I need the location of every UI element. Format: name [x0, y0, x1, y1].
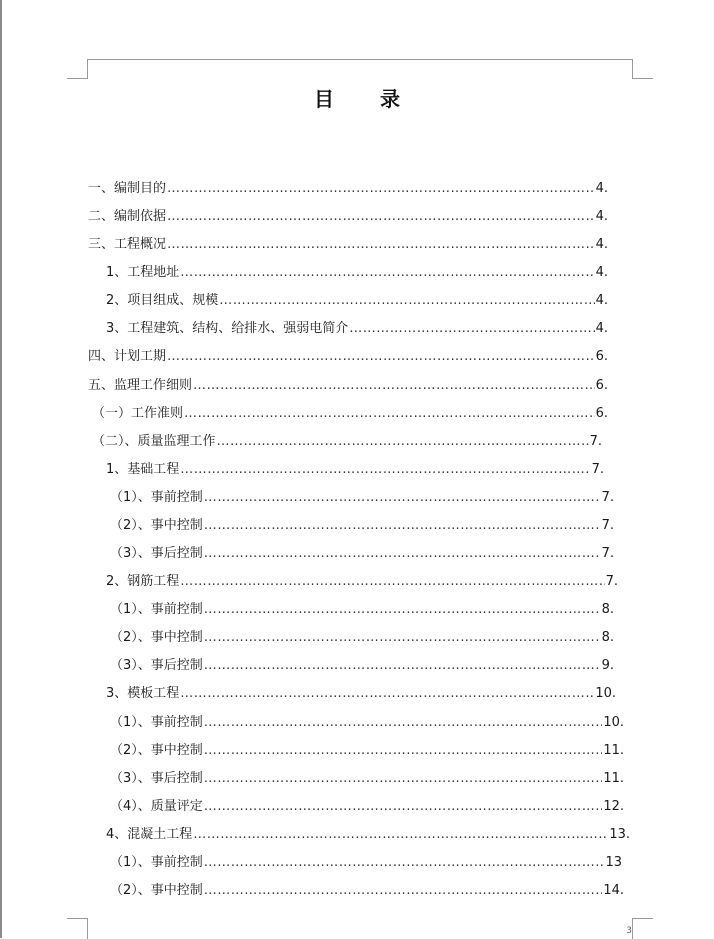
toc-entry[interactable] [110, 514, 614, 534]
toc-entry-page: 13. [609, 826, 630, 842]
toc-dot-leader [204, 518, 601, 533]
toc-entry[interactable] [110, 851, 622, 871]
toc-entry-page: 4. [595, 237, 608, 253]
toc-entry-page: 6. [595, 349, 608, 365]
toc-entry-label: 四、计划工期 [88, 349, 167, 365]
toc-entry[interactable] [110, 795, 624, 815]
toc-entry[interactable] [106, 682, 616, 702]
toc-dot-leader [204, 602, 601, 617]
toc-entry-label: （1）、事前控制 [110, 602, 203, 618]
toc-entry-label: 3、模板工程 [106, 686, 180, 702]
toc-entry-label: （2）、事中控制 [110, 517, 203, 533]
toc-entry-page: 8. [601, 630, 614, 646]
toc-entry-page: 6. [595, 377, 608, 393]
toc-dot-leader [167, 349, 595, 364]
toc-entry-page: 7. [601, 489, 614, 505]
toc-entry-label: （4）、质量评定 [110, 798, 203, 814]
toc-dot-leader [204, 883, 603, 898]
toc-dot-leader [180, 462, 590, 477]
toc-dot-leader [180, 574, 604, 589]
toc-entry[interactable] [88, 177, 608, 197]
toc-entry-label: 2、项目组成、规模 [106, 293, 219, 309]
toc-entry-page: 4. [595, 265, 608, 281]
toc-entry-page: 10. [595, 686, 616, 702]
toc-entry[interactable] [106, 289, 608, 309]
toc-dot-leader [204, 490, 601, 505]
toc-entry-label: 1、基础工程 [106, 461, 180, 477]
toc-entry-page: 7. [601, 546, 614, 562]
page-title [0, 83, 714, 112]
toc-entry-label: （1）、事前控制 [110, 714, 203, 730]
toc-entry-label: （3）、事后控制 [110, 658, 203, 674]
toc-entry[interactable] [106, 823, 630, 843]
toc-dot-leader [184, 406, 595, 421]
toc-dot-leader [349, 321, 594, 336]
toc-entry[interactable] [92, 402, 608, 422]
title-char-2: 录 [380, 87, 400, 111]
toc-entry[interactable] [110, 711, 624, 731]
toc-dot-leader [204, 743, 603, 758]
toc-entry[interactable] [110, 654, 614, 674]
toc-entry-label: 3、工程建筑、结构、给排水、强弱电简介 [106, 321, 349, 337]
title-char-1: 目 [314, 87, 334, 111]
toc-entry-label: （2）、事中控制 [110, 742, 203, 758]
toc-entry-page: 9. [601, 658, 614, 674]
toc-entry-page: 12. [603, 798, 624, 814]
toc-entry[interactable] [92, 430, 602, 450]
toc-entry-page: 4. [595, 181, 608, 196]
toc-entry[interactable] [88, 345, 608, 365]
corner-page-number: 3 [626, 926, 632, 936]
toc-entry-label: （一）工作准则 [92, 405, 184, 421]
toc-dot-leader [204, 799, 603, 814]
toc-dot-leader [167, 209, 595, 224]
toc-entry-page: 7. [601, 517, 614, 533]
toc-entry-label: （3）、事后控制 [110, 770, 203, 786]
crop-mark-top-left [67, 59, 88, 79]
toc-entry-page: 11. [603, 770, 624, 786]
toc-entry-page: 7. [605, 574, 618, 590]
toc-entry[interactable] [110, 598, 614, 618]
toc-entry-label: （2）、事中控制 [110, 630, 203, 646]
toc-dot-leader [193, 827, 608, 842]
toc-entry-label: 二、编制依据 [88, 209, 167, 225]
toc-dot-leader [204, 771, 603, 786]
toc-entry[interactable] [88, 233, 608, 253]
toc-entry-label: 一、编制目的 [88, 181, 167, 196]
header-margin-line [87, 59, 632, 60]
toc-entry-page: 10. [603, 714, 624, 730]
toc-entry-label: （1）、事前控制 [110, 854, 203, 870]
toc-dot-leader [193, 378, 595, 393]
toc-entry-page: 4. [595, 293, 608, 309]
toc-entry-page: 4. [595, 321, 608, 337]
page-left-edge [0, 0, 2, 938]
toc-dot-leader [219, 293, 594, 308]
toc-entry-page: 6. [595, 405, 608, 421]
toc-dot-leader [204, 658, 601, 673]
toc-dot-leader [167, 181, 595, 196]
toc-entry-page: 13 [605, 854, 622, 870]
toc-dot-leader [204, 630, 601, 645]
toc-dot-leader [217, 434, 589, 449]
toc-entry[interactable] [110, 542, 614, 562]
toc-entry-page: 11. [603, 742, 624, 758]
toc-entry-label: 五、监理工作细则 [88, 377, 193, 393]
toc-entry-label: （2）、事中控制 [110, 883, 203, 898]
toc-dot-leader [180, 265, 594, 280]
toc-entry-page: 14. [603, 883, 624, 898]
toc-entry-label: 1、工程地址 [106, 265, 180, 281]
toc-entry[interactable] [110, 486, 614, 506]
toc-entry-label: 三、工程概况 [88, 237, 167, 253]
toc-entry[interactable] [106, 317, 608, 337]
toc-entry[interactable] [106, 458, 604, 478]
crop-mark-top-right [632, 59, 653, 79]
toc-dot-leader [204, 855, 605, 870]
toc-entry-page: 7. [589, 433, 602, 449]
toc-entry-label: （3）、事后控制 [110, 546, 203, 562]
toc-entry-label: 2、钢筋工程 [106, 574, 180, 590]
toc-entry-page: 8. [601, 602, 614, 618]
toc-entry[interactable] [110, 767, 624, 787]
toc-entry[interactable] [88, 374, 608, 394]
toc-dot-leader [167, 237, 595, 252]
crop-mark-bottom-left [67, 918, 88, 939]
toc-entry[interactable] [110, 879, 624, 899]
toc-dot-leader [204, 715, 603, 730]
toc-entry[interactable] [106, 570, 618, 590]
toc-entry-page: 7. [591, 461, 604, 477]
toc-entry[interactable] [110, 626, 614, 646]
toc-dot-leader [180, 686, 594, 701]
toc-entry-label: （二）、质量监理工作 [92, 433, 216, 449]
toc-entry-label: （1）、事前控制 [110, 489, 203, 505]
crop-mark-bottom-right [632, 918, 653, 939]
toc-entry-label: 4、混凝土工程 [106, 826, 193, 842]
toc-entry-page: 4. [595, 209, 608, 225]
toc-entry[interactable] [88, 205, 608, 225]
toc-dot-leader [204, 546, 601, 561]
toc-entry[interactable] [106, 261, 608, 281]
toc-entry[interactable] [110, 739, 624, 759]
